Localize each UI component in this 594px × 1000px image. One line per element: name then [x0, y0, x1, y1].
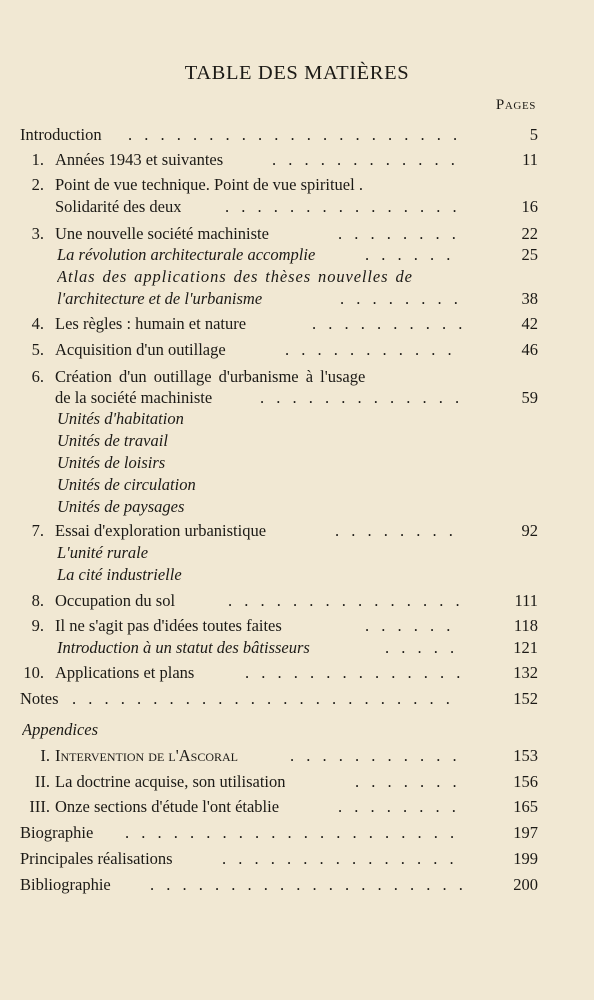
entry-label: Introduction [20, 125, 102, 144]
entry-label: Notes [20, 689, 59, 708]
entry-label: La révolution architecturale accomplie [57, 245, 316, 264]
toc-subentry-cont[interactable] [0, 288, 594, 310]
toc-entry-1[interactable] [0, 149, 594, 171]
entry-label: Point de vue technique. Point de vue spirituel . [55, 175, 363, 194]
dot-leader [222, 848, 463, 870]
entry-number: 1. [31, 150, 44, 169]
entry-page: 22 [521, 224, 538, 243]
entry-label: Unités de loisirs [57, 453, 166, 472]
toc-subentry[interactable] [0, 542, 594, 564]
dot-leader [365, 244, 463, 266]
entry-label: Unités d'habitation [57, 409, 184, 428]
toc-subentry[interactable] [0, 244, 594, 266]
toc-subentry[interactable] [0, 564, 594, 586]
entry-label: Intervention de l'Ascoral [55, 746, 238, 765]
entry-label: Années 1943 et suivantes [55, 150, 224, 169]
entry-label: Onze sections d'étude l'ont établie [55, 797, 280, 816]
dot-leader [150, 874, 463, 896]
dot-leader [225, 196, 463, 218]
entry-label: La cité industrielle [57, 565, 182, 584]
entry-label: Unités de paysages [57, 497, 185, 516]
dot-leader [338, 796, 463, 818]
entry-label: Création d'un outillage d'urbanisme à l'usage [55, 367, 366, 386]
toc-entry-bibliographie[interactable] [0, 874, 594, 896]
toc-entry-2-cont[interactable] [0, 196, 594, 218]
toc-entry-6[interactable] [0, 366, 594, 388]
dot-leader [290, 745, 463, 767]
entry-page: 118 [513, 616, 538, 635]
dot-leader [312, 313, 463, 335]
entry-label: Essai d'exploration urbanistique [55, 521, 267, 540]
entry-page: 92 [521, 521, 538, 540]
entry-label: Les règles : humain et nature [55, 314, 247, 333]
toc-entry-3[interactable] [0, 223, 594, 245]
dot-leader [125, 822, 463, 844]
entry-label: Occupation du sol [55, 591, 176, 610]
toc-entry-7[interactable] [0, 520, 594, 542]
entry-page: 121 [513, 638, 538, 657]
toc-subentry[interactable] [0, 474, 594, 496]
dot-leader [272, 149, 463, 171]
entry-label: Acquisition d'un outillage [55, 340, 226, 359]
entry-page: 111 [514, 591, 538, 610]
entry-number: I. [40, 746, 50, 765]
dot-leader [245, 662, 463, 684]
dot-leader [72, 688, 463, 710]
entry-page: 25 [521, 245, 538, 264]
dot-leader [260, 387, 463, 409]
entry-label: Unités de travail [57, 431, 168, 450]
entry-number: 3. [31, 224, 44, 243]
dot-leader [385, 637, 463, 659]
entry-label: Biographie [20, 823, 94, 842]
entry-page: 132 [513, 663, 538, 682]
toc-entry-5[interactable] [0, 339, 594, 361]
entry-page: 197 [513, 823, 538, 842]
toc-appendix-3[interactable] [0, 796, 594, 818]
dot-leader [228, 590, 463, 612]
entry-number: III. [29, 797, 50, 816]
entry-number: 9. [31, 616, 44, 635]
toc-subentry[interactable] [0, 408, 594, 430]
entry-label: L'unité rurale [57, 543, 149, 562]
entry-page: 42 [521, 314, 538, 333]
entry-page: 153 [513, 746, 538, 765]
entry-page: 152 [513, 689, 538, 708]
toc-entry-9[interactable] [0, 615, 594, 637]
dot-leader [338, 223, 463, 245]
toc-subentry[interactable] [0, 430, 594, 452]
toc-entry-8[interactable] [0, 590, 594, 612]
entry-page: 38 [521, 289, 538, 308]
entry-label: Atlas des applications des thèses nouvelles de [57, 267, 413, 286]
entry-page: 11 [522, 150, 538, 169]
dot-leader [285, 339, 463, 361]
toc-entry-10[interactable] [0, 662, 594, 684]
entry-label: Il ne s'agit pas d'idées toutes faites [55, 616, 282, 635]
toc-subentry[interactable] [0, 637, 594, 659]
entry-page: 16 [521, 197, 538, 216]
entry-label: Unités de circulation [57, 475, 196, 494]
toc-entry-2[interactable] [0, 174, 594, 196]
toc-appendix-1[interactable] [0, 745, 594, 767]
toc-entry-realisations[interactable] [0, 848, 594, 870]
toc-subentry[interactable] [0, 496, 594, 518]
entry-page: 165 [513, 797, 538, 816]
entry-number: 4. [31, 314, 44, 333]
entry-label: Bibliographie [20, 875, 111, 894]
entry-number: 7. [31, 521, 44, 540]
entry-page: 46 [521, 340, 538, 359]
entry-number: 2. [31, 175, 44, 194]
entry-page: 5 [529, 125, 538, 144]
toc-entry-notes[interactable] [0, 688, 594, 710]
dot-leader [340, 288, 463, 310]
pages-column-heading: Pages [495, 97, 536, 113]
entry-page: 199 [513, 849, 538, 868]
entry-label: Introduction à un statut des bâtisseurs [57, 638, 310, 657]
entry-label: l'architecture et de l'urbanisme [57, 289, 263, 308]
section-heading: Appendices [22, 720, 99, 739]
page-title: TABLE DES MATIÈRES [184, 62, 410, 84]
entry-label: Solidarité des deux [55, 197, 182, 216]
entry-number: 8. [31, 591, 44, 610]
toc-subentry[interactable] [0, 452, 594, 474]
entry-label: Applications et plans [55, 663, 195, 682]
dot-leader [365, 615, 463, 637]
toc-subentry[interactable] [0, 266, 594, 288]
entry-label: La doctrine acquise, son utilisation [55, 772, 286, 791]
entry-label: Principales réalisations [20, 849, 173, 868]
entry-label: Une nouvelle société machiniste [55, 224, 269, 243]
dot-leader [128, 124, 463, 146]
entry-number: 5. [31, 340, 44, 359]
entry-number: 10. [23, 663, 44, 682]
entry-label: de la société machiniste [55, 388, 213, 407]
entry-page: 59 [521, 388, 538, 407]
entry-number: 6. [31, 367, 44, 386]
dot-leader [335, 520, 463, 542]
dot-leader [355, 771, 463, 793]
entry-number: II. [34, 772, 50, 791]
toc-entry-biographie[interactable] [0, 822, 594, 844]
toc-entry-4[interactable] [0, 313, 594, 335]
toc-appendix-2[interactable] [0, 771, 594, 793]
entry-page: 156 [513, 772, 538, 791]
toc-entry-introduction[interactable] [0, 124, 594, 146]
toc-entry-6-cont[interactable] [0, 387, 594, 409]
appendices-heading [0, 719, 594, 741]
entry-page: 200 [513, 875, 538, 894]
